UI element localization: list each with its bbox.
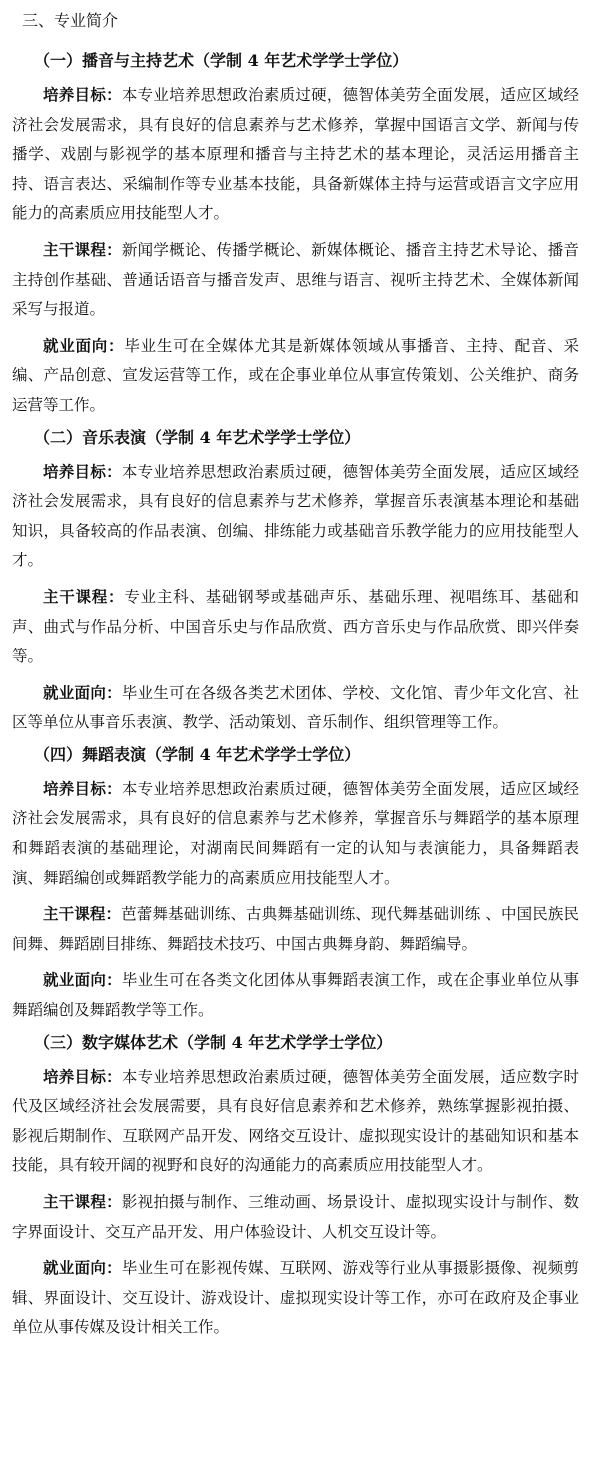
career-text: 毕业生可在各级各类艺术团体、学校、文化馆、青少年文化宫、社区等单位从事音乐表演、教学、活动策划、音乐制作、组织管理等工作。 bbox=[12, 683, 579, 732]
career-direction bbox=[12, 331, 579, 421]
main-courses bbox=[12, 1187, 579, 1247]
career-label: 就业面向： bbox=[43, 335, 125, 355]
goal-label: 培养目标： bbox=[43, 85, 122, 104]
major-title: （三）数字媒体艺术（学制 4 年艺术学学士学位） bbox=[34, 1032, 393, 1052]
major-digital-media-art bbox=[12, 1032, 579, 1343]
career-text: 毕业生可在各类文化团体从事舞蹈表演工作，或在企事业单位从事舞蹈编创及舞蹈教学等工作。 bbox=[12, 971, 579, 1020]
main-courses bbox=[12, 899, 579, 959]
training-goal bbox=[12, 457, 579, 576]
goal-label: 培养目标： bbox=[43, 461, 122, 481]
training-goal bbox=[12, 1062, 579, 1181]
main-courses bbox=[12, 235, 579, 325]
course-text: 芭蕾舞基础训练、古典舞基础训练、现代舞基础训练 、中国民族民间舞、舞蹈剧目排练、舞蹈技术技巧、中国古典舞身韵、舞蹈编导。 bbox=[12, 905, 579, 953]
section-title: 三、专业简介 bbox=[22, 11, 119, 30]
major-title: （四）舞蹈表演（学制 4 年艺术学学士学位） bbox=[34, 744, 361, 764]
goal-text: 本专业培养思想政治素质过硬，德智体美劳全面发展，适应区域经济社会发展需求，具有良好的信息素养与艺术修养，掌握音乐与舞蹈学的基本原理和舞蹈表演的基础理论，对湖南民间舞蹈有一定的认知与表演能力，具备舞蹈表演、舞蹈编创或舞蹈教学能力的高素质应用技能型人才。 bbox=[12, 779, 579, 887]
course-text: 专业主科、基础钢琴或基础声乐、基础乐理、视唱练耳、基础和声、曲式与作品分析、中国音乐史与作品欣赏、西方音乐史与作品欣赏、即兴伴奏等。 bbox=[12, 587, 579, 666]
career-direction bbox=[12, 1253, 579, 1343]
career-direction bbox=[12, 678, 579, 738]
major-title: （二）音乐表演（学制 4 年艺术学学士学位） bbox=[34, 427, 361, 447]
major-broadcasting bbox=[12, 50, 579, 421]
career-text: 毕业生可在影视传媒、互联网、游戏等行业从事摄影摄像、视频剪辑、界面设计、交互设计、游戏设计、虚拟现实设计等工作，亦可在政府及企事业单位从事传媒及设计相关工作。 bbox=[12, 1259, 579, 1337]
main-courses bbox=[12, 582, 579, 672]
course-label: 主干课程： bbox=[43, 904, 122, 924]
career-text: 毕业生可在全媒体尤其是新媒体领域从事播音、主持、配音、采编、产品创意、宣发运营等工作，或在企事业单位从事宣传策划、公关维护、商务运营等工作。 bbox=[12, 336, 579, 414]
career-direction bbox=[12, 965, 579, 1025]
course-label: 主干课程： bbox=[43, 1192, 122, 1211]
training-goal bbox=[12, 80, 579, 229]
course-text: 影视拍摄与制作、三维动画、场景设计、虚拟现实设计与制作、数字界面设计、交互产品开发、用户体验设计、人机交互设计等。 bbox=[12, 1193, 579, 1241]
training-goal bbox=[12, 774, 579, 893]
major-music-performance bbox=[12, 427, 579, 738]
goal-text: 本专业培养思想政治素质过硬，德智体美劳全面发展，适应区域经济社会发展需求，具有良好的信息素养与艺术修养，掌握中国语言文学、新闻与传播学、戏剧与影视学的基本原理和播音与主持艺术的基本理论，灵活运用播音主持、语言表达、采编制作等专业基本技能，具备新媒体主持与运营或语言文字应用能力的高素质应用技能型人才。 bbox=[12, 86, 579, 223]
course-label: 主干课程： bbox=[43, 586, 125, 606]
course-label: 主干课程： bbox=[43, 239, 122, 259]
goal-text: 本专业培养思想政治素质过硬，德智体美劳全面发展，适应数字时代及区域经济社会发展需要，具有良好信息素养和艺术修养，熟练掌握影视拍摄、影视后期制作、互联网产品开发、网络交互设计、虚拟现实设计的基础知识和基本技能，具有较开阔的视野和良好的沟通能力的高素质应用技能型人才。 bbox=[12, 1067, 579, 1175]
career-label: 就业面向： bbox=[43, 970, 122, 990]
goal-text: 本专业培养思想政治素质过硬，德智体美劳全面发展，适应区域经济社会发展需求，具有良好的信息素养与艺术修养，掌握音乐表演基本理论和基础知识，具备较高的作品表演、创编、排练能力或基础音乐教学能力的应用技能型人才。 bbox=[12, 462, 579, 570]
course-text: 新闻学概论、传播学概论、新媒体概论、播音主持艺术导论、播音主持创作基础、普通话语音与播音发声、思维与语言、视听主持艺术、全媒体新闻采写与报道。 bbox=[12, 240, 579, 319]
career-label: 就业面向： bbox=[43, 682, 122, 702]
career-label: 就业面向： bbox=[43, 1258, 122, 1278]
major-dance-performance bbox=[12, 744, 579, 1026]
goal-label: 培养目标： bbox=[43, 778, 122, 798]
major-title: （一）播音与主持艺术（学制 4 年艺术学学士学位） bbox=[34, 51, 409, 70]
goal-label: 培养目标： bbox=[43, 1066, 122, 1086]
